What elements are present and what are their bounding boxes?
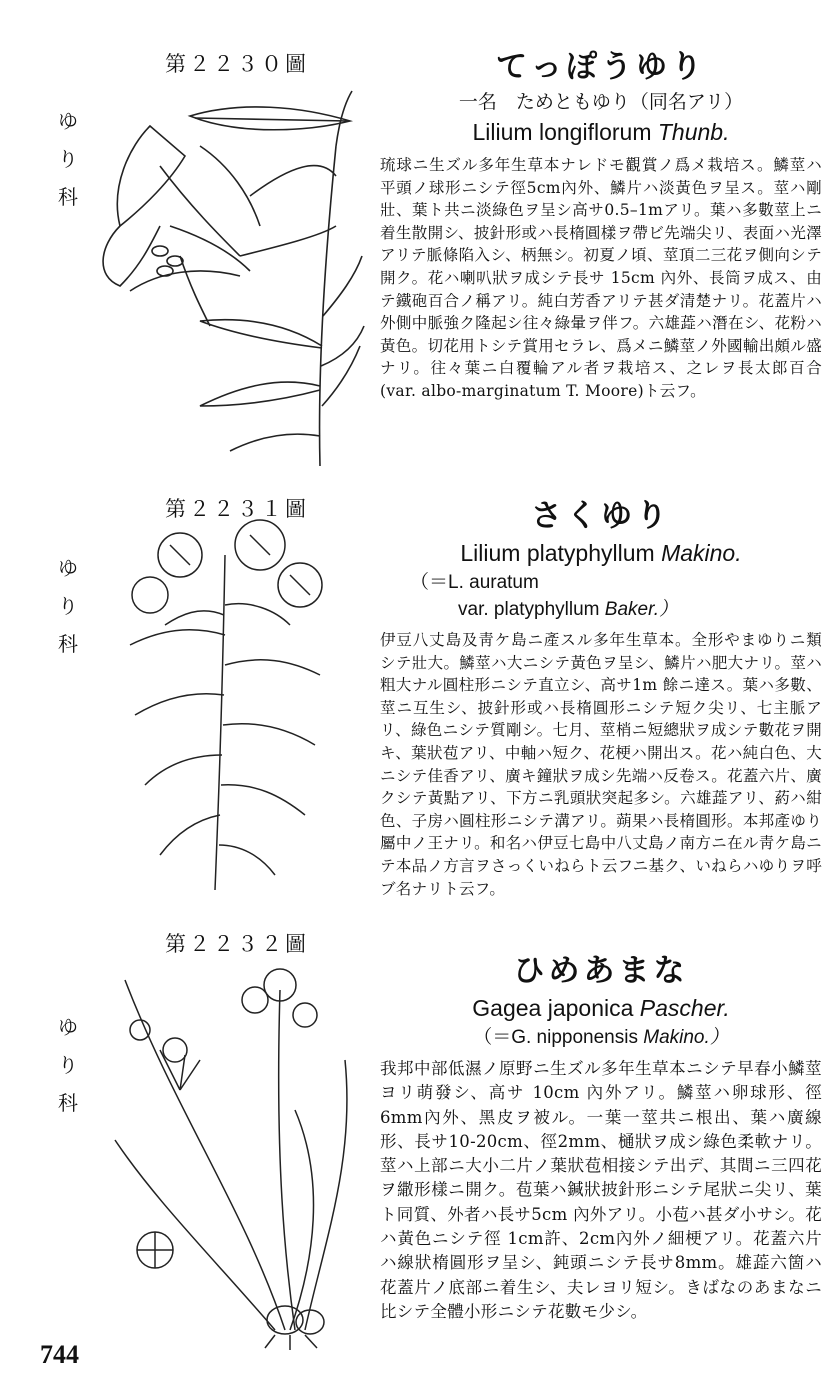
- figure-label: 第２２３２圖: [165, 932, 309, 956]
- family-label: ゆ り 科: [58, 109, 78, 209]
- species-entry-himeamana: [0, 920, 840, 1350]
- synonym-line-2: var. platyphyllum Baker.）: [458, 599, 679, 620]
- figure-label: 第２２３１圖: [165, 497, 309, 521]
- latin-name: Lilium platyphyllum Makino.: [460, 540, 742, 566]
- entry-text: [380, 46, 822, 403]
- page-number: 744: [40, 1340, 79, 1369]
- entry-text: [380, 950, 822, 1324]
- description: 伊豆八丈島及靑ケ島ニ產スル多年生草本。全形やまゆりニ類シテ壯大。鱗莖ハ大ニシテ黃色ヲ呈シ、鱗片ハ肥大ナリ。莖ハ粗大ナル圓柱形ニシテ直立シ、高サ1m 餘ニ達ス。葉ハ多數、莖ニ互生シ、披針形或ハ長楕圓形ニシテ短ク尖リ、七主脈アリ、綠色ニシテ質剛シ。七月、莖梢ニ短總狀ヲ成シテ數花ヲ開キ、葉狀苞アリ、中軸ハ短ク、花梗ハ開出ス。花ハ純白色、大ニシテ佳香アリ、廣キ鐘狀ヲ成シ先端ハ反卷ス。花蓋六片、廣クシテ黃點アリ、下方ニ乳頭狀突起多シ。六雄蕋アリ、葯ハ紺色、子房ハ圓柱形ニシテ溝アリ。蒴果ハ長楕圓形。本邦產ゆり屬中ノ王ナリ。和名ハ伊豆七島中八丈島ノ南方ニ在ル靑ケ島ニテ本品ノ方言ヲさっくいねらト云フニ基ク、いねらハゆりヲ呼ブ名ナリト云フ。: [380, 631, 822, 898]
- family-label: ゆ り 科: [58, 556, 78, 656]
- alias-name: 一名 ためともゆり（同名アリ）: [458, 91, 744, 113]
- japanese-name: さくゆり: [531, 498, 671, 534]
- japanese-name: ひめあまな: [513, 953, 689, 989]
- species-entry-sakuyuri: [0, 485, 840, 905]
- family-label: ゆ り 科: [58, 1015, 78, 1115]
- japanese-name: てっぽうゆり: [496, 49, 706, 85]
- figure-label: 第２２３０圖: [165, 52, 309, 76]
- lily-illustration: [110, 515, 350, 895]
- synonym: （＝G. nipponensis Makino.）: [473, 1027, 729, 1048]
- description: 我邦中部低濕ノ原野ニ生ズル多年生草本ニシテ早春小鱗莖ヨリ萌發シ、高サ 10cm 內外アリ。鱗莖ハ卵球形、徑6mm內外、黑皮ヲ被ル。一葉一莖共ニ根出、葉ハ廣線形、長サ10-20cm、徑2mm、樋狀ヲ成シ綠色柔軟ナリ。莖ハ上部ニ大小二片ノ葉狀苞相接シテ出デ、其間ニ三四花ヲ繖形樣ニ開ク。苞葉ハ鍼狀披針形ニシテ尾狀ニ尖リ、葉ト同質、外者ハ長サ5cm 內外アリ。小苞ハ甚ダ小サシ。花ハ黃色ニシテ徑 1cm許、2cm內外ノ細梗アリ。花蓋六片ハ線狀楕圓形ヲ呈シ、鈍頭ニシテ長サ8mm。雄蕋六箇ハ花蓋片ノ底部ニ着生シ、夫レヨリ短シ。きばなのあまなニ比シテ全體小形ニシテ花數モ少シ。: [380, 1059, 822, 1321]
- latin-name: Lilium longiflorum Thunb.: [472, 119, 730, 145]
- entry-text: [380, 495, 822, 900]
- species-entry-teppouyuri: [0, 40, 840, 480]
- gagea-illustration: [95, 960, 365, 1350]
- synonym-line-1: （＝L. auratum: [410, 572, 539, 593]
- description: 琉球ニ生ズル多年生草本ナレドモ觀賞ノ爲メ栽培ス。鱗莖ハ平頭ノ球形ニシテ徑5cm內外、鱗片ハ淡黃色ヲ呈ス。莖ハ剛壯、葉ト共ニ淡綠色ヲ呈シ高サ0.5–1mアリ。葉ハ多數莖上ニ着生散開シ、披針形或ハ長楕圓樣ヲ帶ビ先端尖リ、表面ハ光澤アリテ脈條陷入シ、柄無シ。初夏ノ頃、莖頂二三花ヲ側向シテ開ク。花ハ喇叭狀ヲ成シテ長サ 15cm 內外、長筒ヲ成ス、由テ鐵砲百合ノ稱アリ。純白芳香アリテ甚ダ清楚ナリ。花蓋片ハ外側中脈強ク隆起シ往々綠暈ヲ伴フ。六雄蕋ハ潛在シ、花粉ハ黃色。切花用トシテ賞用セラレ、爲メニ鱗莖ノ外國輸出頗ル盛ナリ。往々葉ニ白覆輪アル者ヲ栽培ス、之レヲ長太郎百合(var. albo-marginatum T. Moore)ト云フ。: [380, 156, 822, 400]
- latin-name: Gagea japonica Pascher.: [472, 995, 730, 1021]
- lily-illustration: [90, 86, 365, 471]
